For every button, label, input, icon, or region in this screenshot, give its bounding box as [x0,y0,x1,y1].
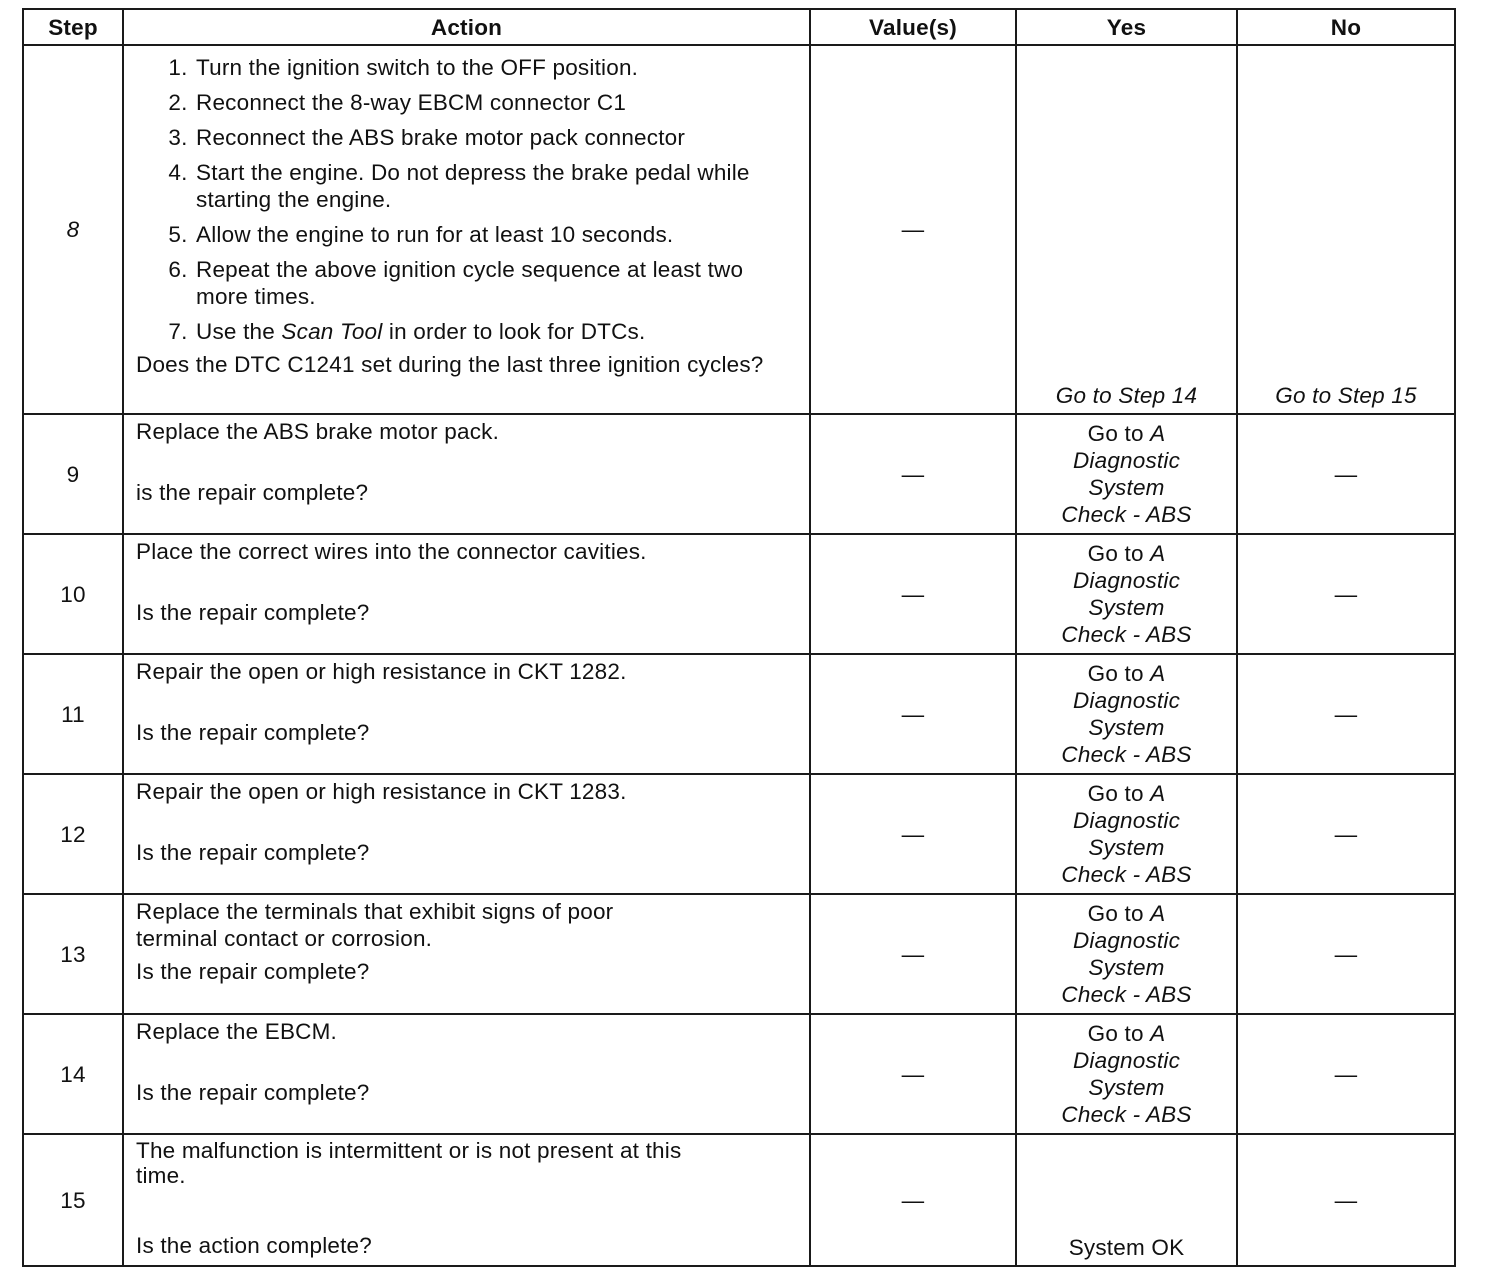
yes-cell: System OK [1016,1134,1237,1266]
action-question: Is the repair complete? [136,959,370,984]
table-row-step-8 [23,45,1455,414]
yes-link-text: Diagnostic System Check - ABS [1061,688,1192,767]
action-question: is the repair complete? [136,480,369,505]
action-text: Replace the ABS brake motor pack. [136,419,500,444]
action-question: Is the repair complete? [136,600,370,625]
action-cell [123,894,810,1014]
no-cell: — [1237,774,1455,894]
list-item: 1. Turn the ignition switch to the OFF position. [194,54,799,81]
value-cell: — [810,414,1016,534]
no-cell: — [1237,894,1455,1014]
list-item: 4. Start the engine. Do not depress the brake pedal while starting the engine. [194,159,799,213]
header-values: Value(s) [810,9,1016,45]
yes-cell: Go to Step 14 [1016,45,1237,414]
yes-link-text: Diagnostic System Check - ABS [1061,568,1192,647]
table-row-step-12 [23,774,1455,894]
step-number: 8 [23,45,123,414]
header-yes: Yes [1016,9,1237,45]
table-row-step-13 [23,894,1455,1014]
yes-link-text: Diagnostic System Check - ABS [1061,1048,1192,1127]
scan-tool-term: Scan Tool [281,319,383,344]
yes-link-a: A [1150,421,1166,446]
step-number: 14 [23,1014,123,1134]
yes-cell [1016,654,1237,774]
action-cell [123,774,810,894]
step-number: 11 [23,654,123,774]
value-cell: — [810,1014,1016,1134]
diagnostic-table-page [22,8,1454,1267]
step-number: 13 [23,894,123,1014]
step-number: 10 [23,534,123,654]
yes-cell [1016,1014,1237,1134]
yes-cell [1016,534,1237,654]
yes-link-a: A [1150,901,1166,926]
yes-link-text: Diagnostic System Check - ABS [1061,808,1192,887]
action-text: Replace the EBCM. [136,1019,337,1044]
yes-link-a: A [1150,661,1166,686]
step-number: 15 [23,1134,123,1266]
no-cell: — [1237,654,1455,774]
header-action: Action [123,9,810,45]
yes-prefix: Go to [1087,421,1151,446]
no-cell: — [1237,414,1455,534]
action-cell [123,534,810,654]
list-item: 2. Reconnect the 8-way EBCM connector C1 [194,89,799,116]
value-cell: — [810,45,1016,414]
yes-link-text: Diagnostic System Check - ABS [1061,928,1192,1007]
list-item [194,318,799,345]
value-cell: — [810,534,1016,654]
header-no: No [1237,9,1455,45]
table-row-step-14 [23,1014,1455,1134]
table-row-step-10 [23,534,1455,654]
yes-cell [1016,894,1237,1014]
yes-link-a: A [1150,781,1166,806]
action-question: Does the DTC C1241 set during the last three ignition cycles? [136,352,764,377]
action-text: Repair the open or high resistance in CKT 1282. [136,659,627,684]
value-cell: — [810,894,1016,1014]
action-question: Is the repair complete? [136,840,370,865]
value-cell: — [810,654,1016,774]
header-row [23,9,1455,45]
yes-prefix: Go to [1087,661,1151,686]
table-row-step-9 [23,414,1455,534]
table-row-step-15 [23,1134,1455,1266]
action-question: Is the repair complete? [136,720,370,745]
action-steps-list [136,54,799,345]
action-question: Is the repair complete? [136,1080,370,1105]
action-text: Replace the terminals that exhibit signs of poor terminal contact or corrosion. [136,899,614,951]
no-cell: — [1237,534,1455,654]
list-item: 3. Reconnect the ABS brake motor pack connector [194,124,799,151]
yes-prefix: Go to [1087,901,1151,926]
list-item: 5. Allow the engine to run for at least 10 seconds. [194,221,799,248]
item-text: in order to look for DTCs. [382,319,646,344]
yes-cell [1016,414,1237,534]
step-number: 9 [23,414,123,534]
value-cell: — [810,774,1016,894]
action-cell [123,1134,810,1266]
diagnostic-table [22,8,1456,1267]
yes-prefix: Go to [1087,1021,1151,1046]
action-cell [123,1014,810,1134]
action-text: Repair the open or high resistance in CKT 1283. [136,779,627,804]
yes-cell [1016,774,1237,894]
list-item: 6. Repeat the above ignition cycle sequence at least two more times. [194,256,799,310]
action-cell [123,45,810,414]
yes-prefix: Go to [1087,541,1151,566]
action-cell [123,654,810,774]
action-cell [123,414,810,534]
yes-prefix: Go to [1087,781,1151,806]
header-step: Step [23,9,123,45]
action-text: The malfunction is intermittent or is not present at this time. [136,1138,682,1188]
table-row-step-11 [23,654,1455,774]
yes-link-a: A [1150,1021,1166,1046]
no-cell: — [1237,1014,1455,1134]
yes-link-a: A [1150,541,1166,566]
no-cell: Go to Step 15 [1237,45,1455,414]
no-cell: — [1237,1134,1455,1266]
item-text: Use the [196,319,282,344]
step-number: 12 [23,774,123,894]
action-text: Place the correct wires into the connector cavities. [136,539,647,564]
value-cell: — [810,1134,1016,1266]
action-question: Is the action complete? [136,1233,372,1258]
yes-link-text: Diagnostic System Check - ABS [1061,448,1192,527]
